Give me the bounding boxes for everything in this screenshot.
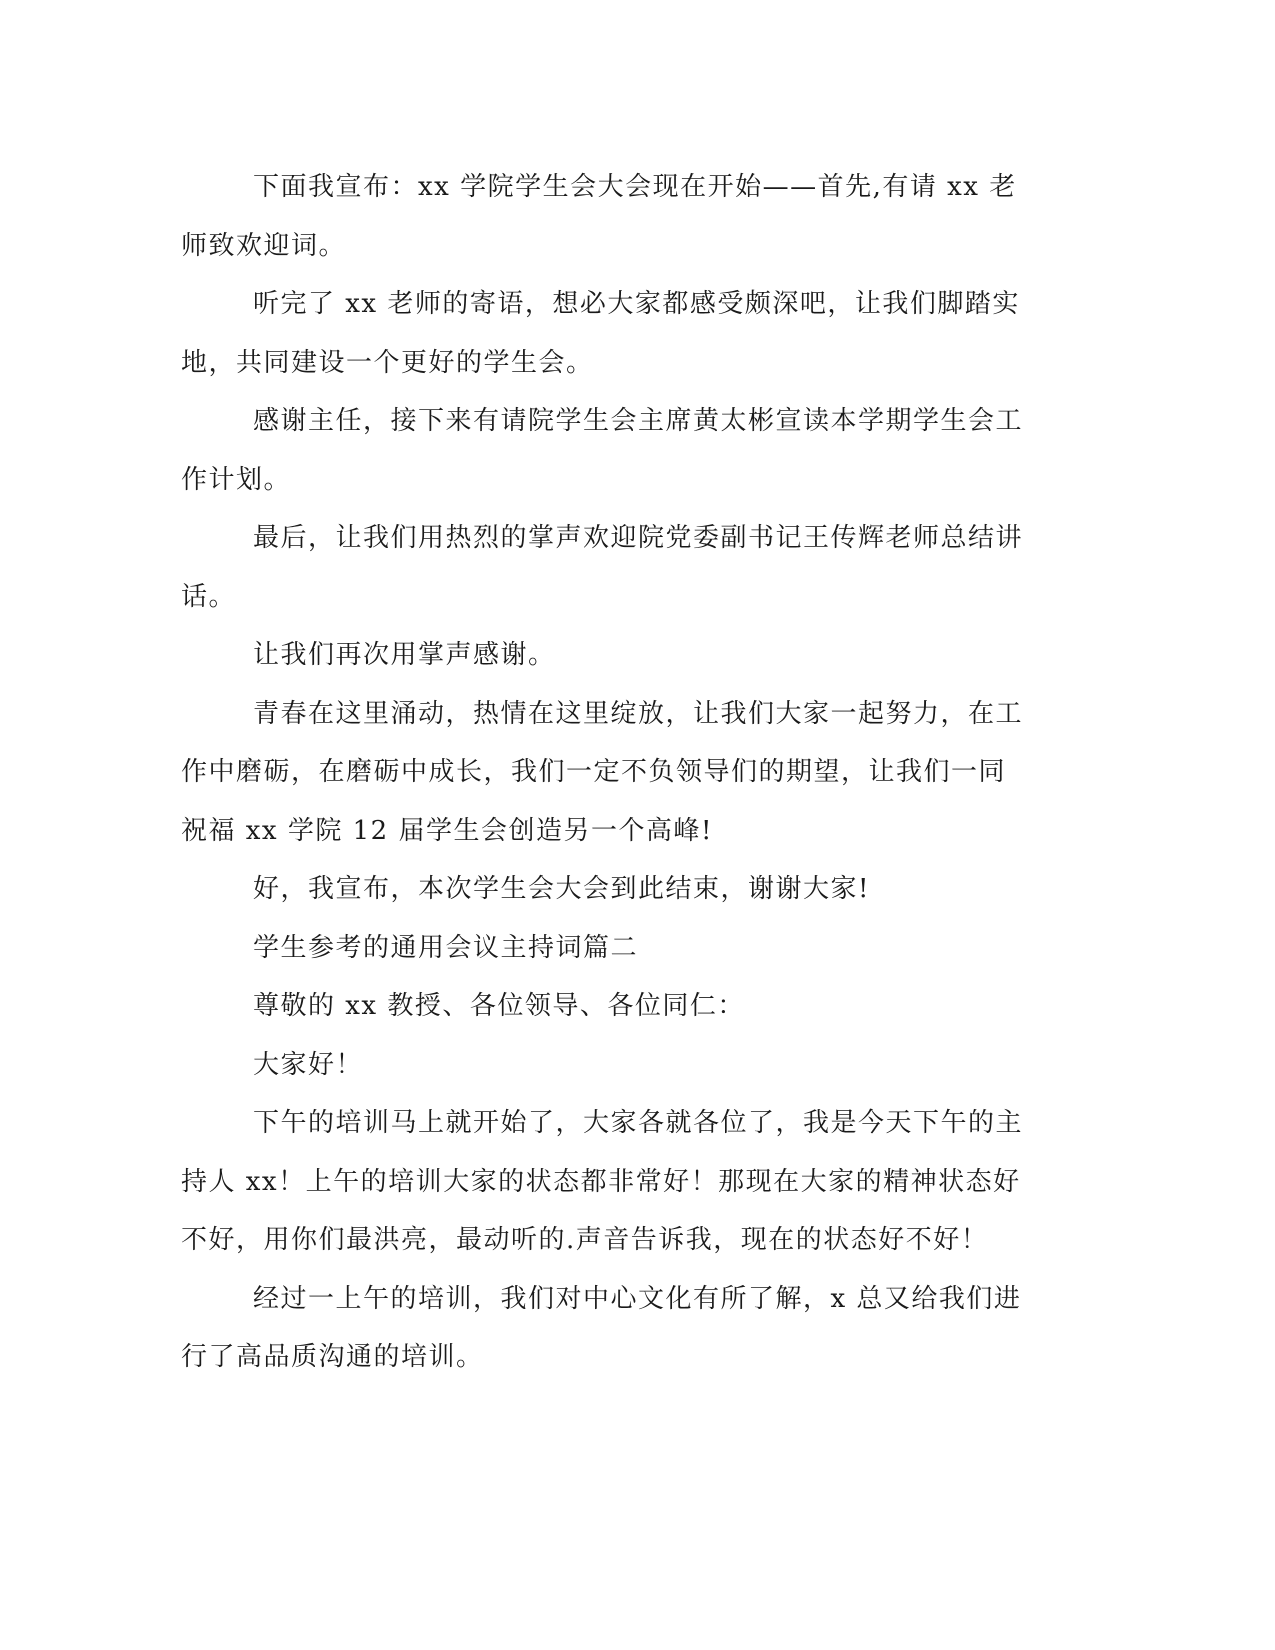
document-body bbox=[181, 158, 1031, 1387]
paragraph-salutation: 尊敬的 xx 教授、各位领导、各位同仁： bbox=[253, 991, 745, 1021]
paragraph-training-review: 经过一上午的培训，我们对中心文化有所了解，x 总又给我们进行了高品质沟通的培训。 bbox=[181, 1283, 1022, 1372]
paragraph-greeting: 大家好！ bbox=[253, 1049, 364, 1080]
paragraph-announce-start: 下面我宣布：xx 学院学生会大会现在开始——首先,有请 xx 老师致欢迎词。 bbox=[181, 172, 1017, 261]
paragraph-meeting-end: 好，我宣布，本次学生会大会到此结束，谢谢大家! bbox=[253, 874, 870, 904]
paragraph-teacher-message: 听完了 xx 老师的寄语，想必大家都感受颇深吧，让我们脚踏实地，共同建设一个更好的学生会。 bbox=[181, 289, 1020, 378]
paragraph-training-start: 下午的培训马上就开始了，大家各就各位了，我是今天下午的主持人 xx！上午的培训大家的状态都非常好！那现在大家的精神状态好不好，用你们最洪亮，最动听的.声音告诉我，现在的状态好不好！ bbox=[181, 1108, 1024, 1255]
paragraph-closing-speech: 最后，让我们用热烈的掌声欢迎院党委副书记王传辉老师总结讲话。 bbox=[181, 523, 1024, 612]
paragraph-applause-thanks: 让我们再次用掌声感谢。 bbox=[253, 640, 556, 670]
section-heading: 学生参考的通用会议主持词篇二 bbox=[253, 932, 639, 963]
paragraph-youth-wishes: 青春在这里涌动，热情在这里绽放，让我们大家一起努力，在工作中磨砺，在磨砺中成长，我们一定不负领导们的期望，让我们一同祝福 xx 学院 12 届学生会创造另一个高峰! bbox=[181, 698, 1024, 846]
paragraph-work-plan: 感谢主任，接下来有请院学生会主席黄太彬宣读本学期学生会工作计划。 bbox=[181, 406, 1024, 495]
